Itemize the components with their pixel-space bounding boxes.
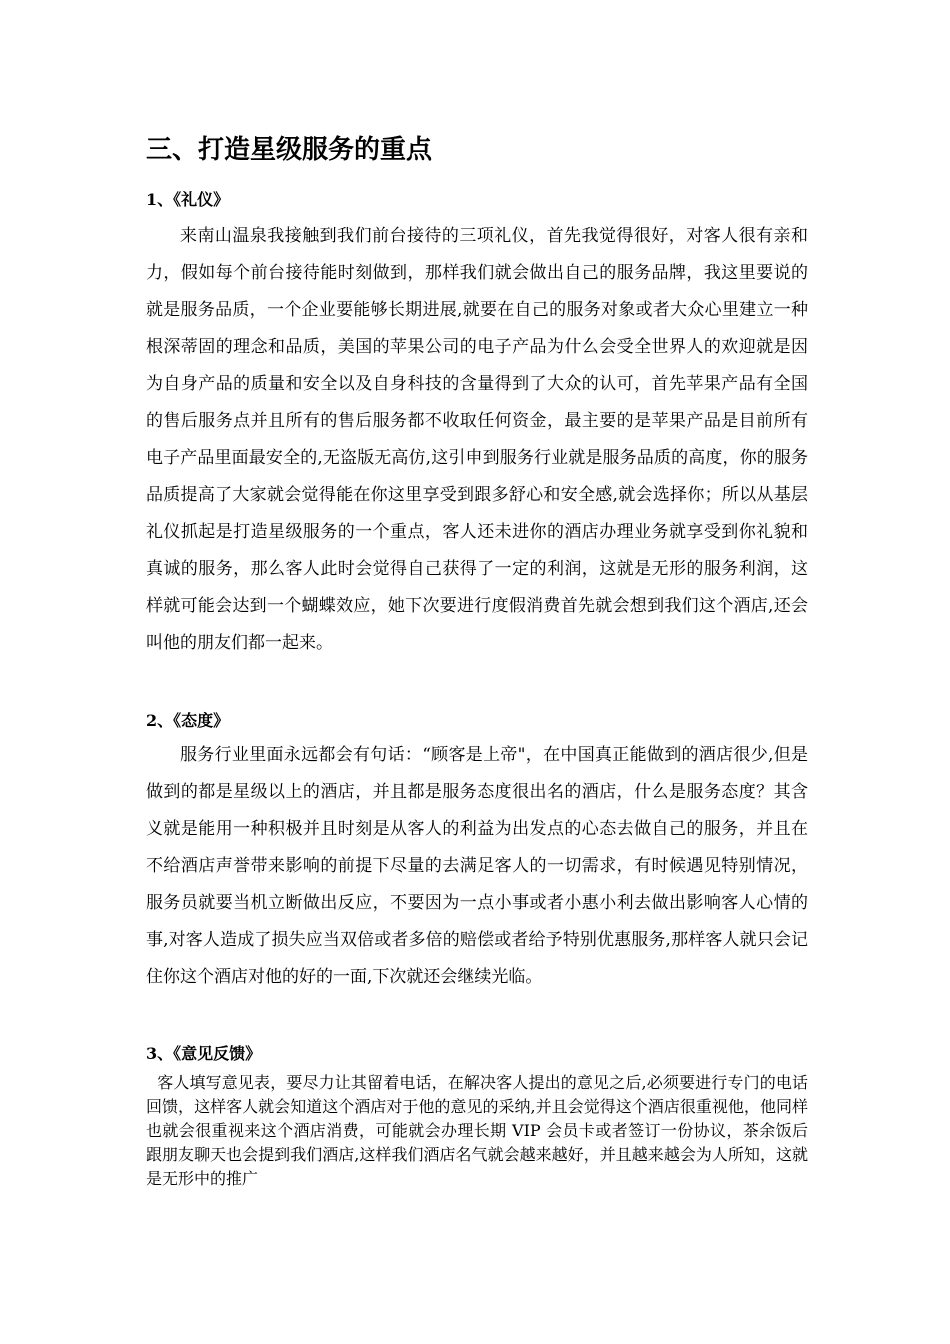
section-paragraph-attitude: 服务行业里面永远都会有句话：“顾客是上帝"，在中国真正能做到的酒店很少,但是做到的都是星级以上的酒店，并且都是服务态度很出名的酒店，什么是服务态度？其含义就是能用一种积极并且时刻是从客人的利益为出发点的心态去做自己的服务，并且在不给酒店声誉带来影响的前提下尽量的去满足客人的一切需求，有时候遇见特别情况，服务员就要当机立断做出反应，不要因为一点小事或者小惠小利去做出影响客人心情的事,对客人造成了损失应当双倍或者多倍的赔偿或者给予特别优惠服务,那样客人就只会记住你这个酒店对他的好的一面,下次就还会继续光临。 — [146, 745, 808, 987]
section-heading-attitude: 2、《态度》 — [146, 711, 230, 730]
section-heading-etiquette: 1、《礼仪》 — [146, 190, 230, 209]
section-paragraph-etiquette: 来南山温泉我接触到我们前台接待的三项礼仪，首先我觉得很好，对客人很有亲和力，假如每个前台接待能时刻做到，那样我们就会做出自己的服务品牌，我这里要说的就是服务品质，一个企业要能够长期进展,就要在自己的服务对象或者大众心里建立一种根深蒂固的理念和品质，美国的苹果公司的电子产品为什么会受全世界人的欢迎就是因为自身产品的质量和安全以及自身科技的含量得到了大众的认可，首先苹果产品有全国的售后服务点并且所有的售后服务都不收取任何资金，最主要的是苹果产品是目前所有电子产品里面最安全的,无盗版无高仿,这引申到服务行业就是服务品质的高度，你的服务品质提高了大家就会觉得能在你这里享受到跟多舒心和安全感,就会选择你；所以从基层礼仪抓起是打造星级服务的一个重点，客人还未进你的酒店办理业务就享受到你礼貌和真诚的服务，那么客人此时会觉得自己获得了一定的利润，这就是无形的服务利润，这样就可能会达到一个蝴蝶效应，她下次要进行度假消费首先就会想到我们这个酒店,还会叫他的朋友们都一起来。 — [146, 226, 808, 653]
section-heading-feedback: 3、《意见反馈》 — [146, 1044, 262, 1063]
section-paragraph-feedback: 客人填写意见表，要尽力让其留着电话，在解决客人提出的意见之后,必须要进行专门的电话回馈，这样客人就会知道这个酒店对于他的意见的采纳,并且会觉得这个酒店很重视他，他同样也就会很重视来这个酒店消费，可能就会办理长期 VIP 会员卡或者签订一份协议，茶余饭后跟朋友聊天也会提到我们酒店,这样我们酒店名气就会越来越好，并且越来越会为人所知，这就是无形中的推广 — [146, 1073, 808, 1188]
page-title: 三、打造星级服务的重点 — [146, 135, 433, 165]
